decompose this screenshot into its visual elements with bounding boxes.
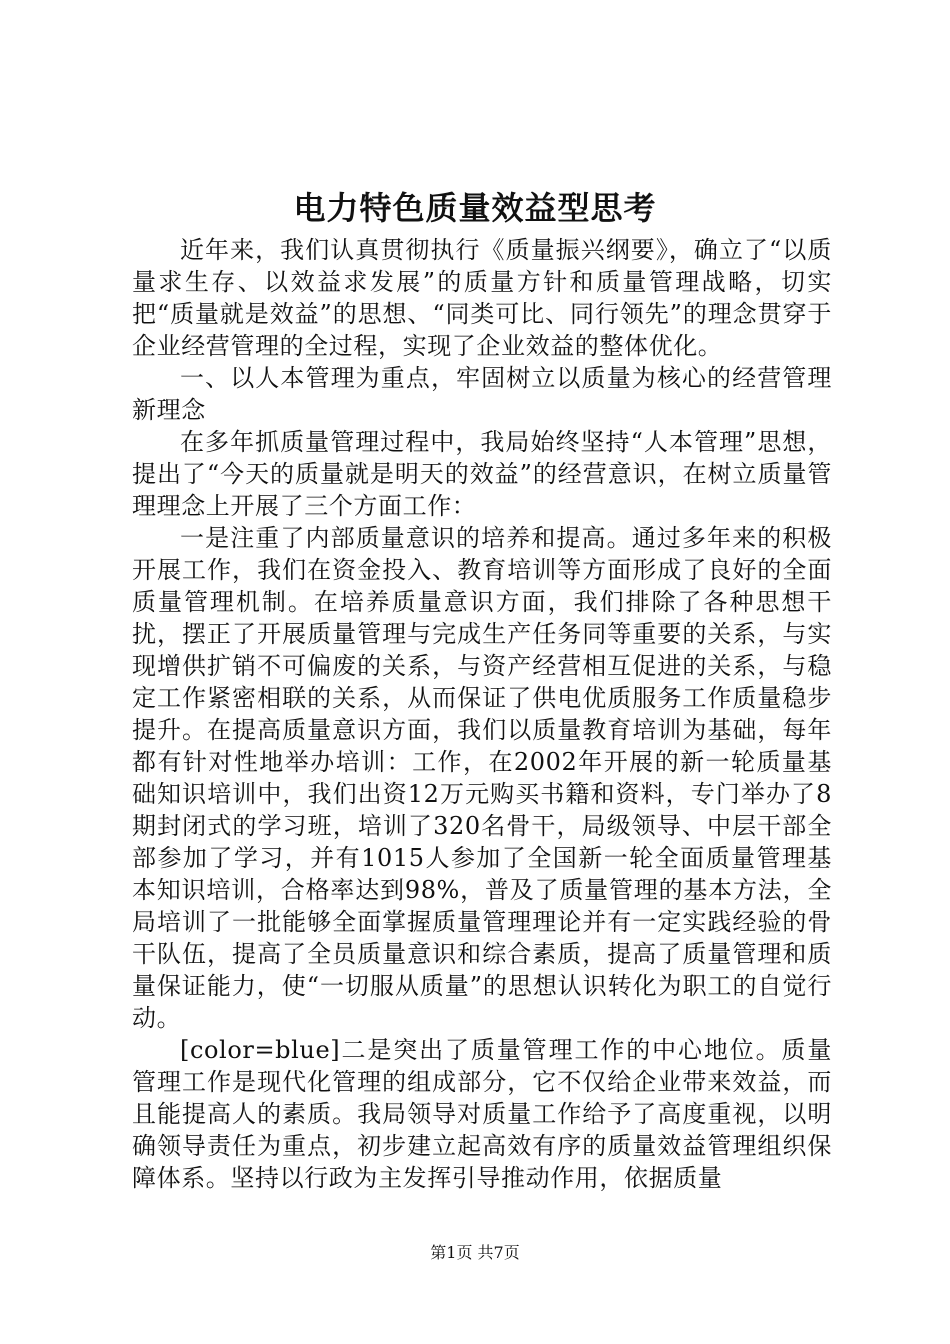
paragraph-section-heading: 一、以人本管理为重点，牢固树立以质量为核心的经营管理新理念 (132, 364, 832, 424)
paragraph-intro: 近年来，我们认真贯彻执行《质量振兴纲要》，确立了“以质量求生存、以效益求发展”的质量方针和质量管理战略，切实把“质量就是效益”的思想、“同类可比、同行领先”的理念贯穿于企业经营管理的全过程，实现了企业效益的整体优化。 (132, 236, 832, 360)
paragraph-point-two: [color=blue]二是突出了质量管理工作的中心地位。质量管理工作是现代化管理的组成部分，它不仅给企业带来效益，而且能提高人的素质。我局领导对质量工作给予了高度重视，以明确领导责任为重点，初步建立起高效有序的质量效益管理组织保障体系。坚持以行政为主发挥引导推动作用，依据质量 (132, 1036, 832, 1192)
page-number-footer: 第1页 共7页 (430, 1243, 520, 1262)
paragraph-overview: 在多年抓质量管理过程中，我局始终坚持“人本管理”思想，提出了“今天的质量就是明天的效益”的经营意识，在树立质量管理理念上开展了三个方面工作： (132, 428, 832, 520)
document-body (132, 234, 832, 1194)
paragraph-point-one: 一是注重了内部质量意识的培养和提高。通过多年来的积极开展工作，我们在资金投入、教育培训等方面形成了良好的全面质量管理机制。在培养质量意识方面，我们排除了各种思想干扰，摆正了开展质量管理与完成生产任务同等重要的关系，与实现增供扩销不可偏废的关系，与资产经营相互促进的关系，与稳定工作紧密相联的关系，从而保证了供电优质服务工作质量稳步提升。在提高质量意识方面，我们以质量教育培训为基础，每年都有针对性地举办培训：工作，在2002年开展的新一轮质量基础知识培训中，我们出资12万元购买书籍和资料，专门举办了8期封闭式的学习班，培训了320名骨干，局级领导、中层干部全部参加了学习，并有1015人参加了全国新一轮全面质量管理基本知识培训，合格率达到98%，普及了质量管理的基本方法，全局培训了一批能够全面掌握质量管理理论并有一定实践经验的骨干队伍，提高了全员质量意识和综合素质，提高了质量管理和质量保证能力，使“一切服从质量”的思想认识转化为职工的自觉行动。 (132, 524, 832, 1032)
document-title: 电力特色质量效益型思考 (293, 189, 657, 227)
